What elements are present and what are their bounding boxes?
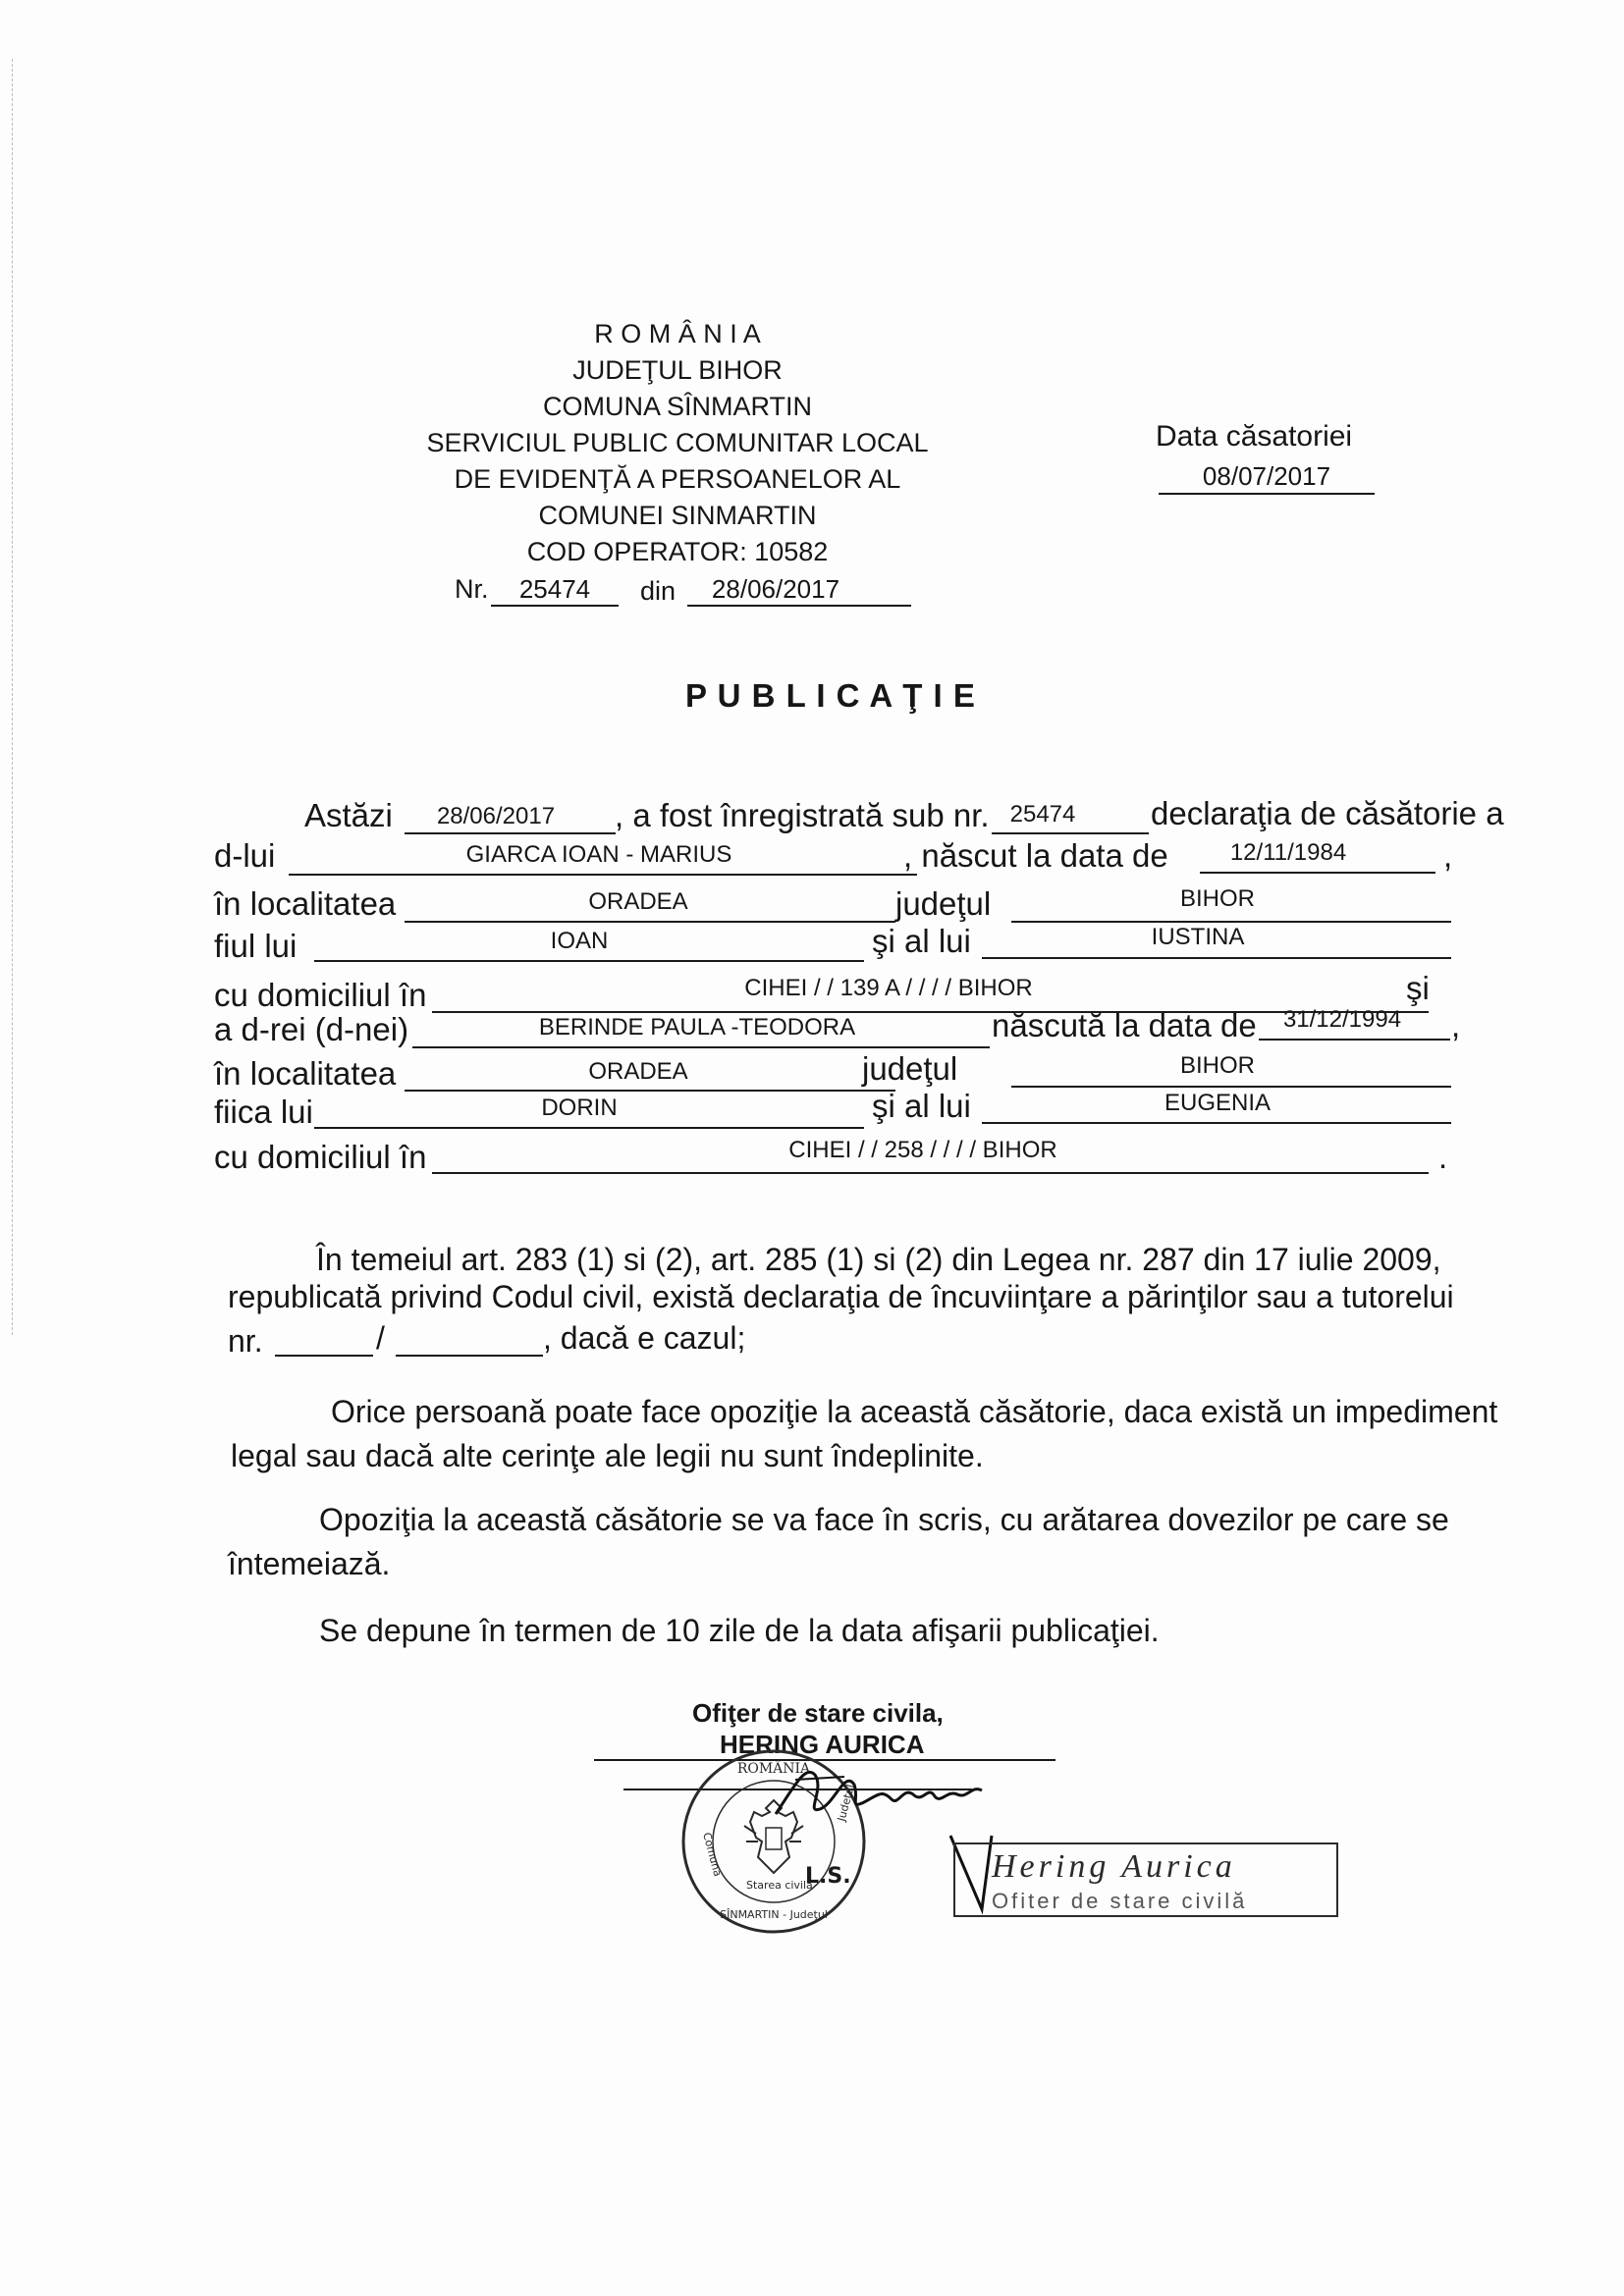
din-label: din: [640, 576, 677, 606]
marriage-date-value: 08/07/2017: [1202, 461, 1331, 491]
box-role: Ofiter de stare civilă: [992, 1889, 1248, 1913]
wife-domicile: CIHEI / / 258 / / / / BIHOR: [788, 1137, 1057, 1163]
header-line-operator: COD OPERATOR: 10582: [526, 537, 829, 566]
wife-mother-underline: [982, 1122, 1451, 1124]
scan-edge: [12, 59, 13, 1335]
husband-locality-underline: [405, 921, 895, 923]
wife-name: BERINDE PAULA -TEODORA: [538, 1014, 856, 1041]
wife-county-label: judeţul: [862, 1050, 958, 1087]
p1-end: , dacă e cazul;: [543, 1320, 746, 1356]
document-title: P U B L I C A Ţ I E: [685, 677, 976, 714]
box-name: Hering Aurica: [992, 1848, 1236, 1885]
header-line-commune2: COMUNEI SINMARTIN: [538, 501, 817, 530]
husband-mother-underline: [982, 957, 1451, 959]
wife-born-underline: [1259, 1039, 1450, 1041]
p3-line2: întemeiază.: [228, 1546, 391, 1581]
p1-line1: În temeiul art. 283 (1) si (2), art. 285 (1) si (2) din Legea nr. 287 din 17 iulie 2009,: [316, 1242, 1441, 1277]
comma: ,: [1443, 837, 1453, 874]
stamp-center-text: Starea civilă: [746, 1879, 813, 1892]
nr-label: Nr.: [455, 574, 489, 604]
header-line-country: R O M Â N I A: [594, 319, 761, 348]
registered-text: , a fost înregistrată sub nr.: [615, 797, 990, 833]
husband-domicile-label: cu domiciliul în: [214, 977, 427, 1013]
and-word: şi: [1406, 970, 1430, 1006]
husband-county: BIHOR: [1179, 885, 1255, 912]
wife-father-underline: [314, 1127, 864, 1129]
p1-nr: nr.: [228, 1323, 263, 1359]
p1-nr-underline: [275, 1355, 373, 1357]
officer-role: Ofiţer de stare civila,: [692, 1698, 944, 1728]
wife-mother-label: şi al lui: [872, 1088, 971, 1124]
wife-county: BIHOR: [1179, 1052, 1255, 1079]
husband-locality: ORADEA: [588, 888, 688, 915]
header-line-service: SERVICIUL PUBLIC COMUNITAR LOCAL: [426, 428, 929, 457]
stamp-ls: L.S.: [805, 1864, 851, 1889]
registered-underline: [992, 832, 1149, 834]
husband-mother: IUSTINA: [1151, 924, 1245, 950]
period: .: [1438, 1139, 1448, 1175]
husband-father-underline: [314, 960, 864, 962]
husband-name: GIARCA IOAN - MARIUS: [465, 841, 732, 868]
header-line-commune: COMUNA SÎNMARTIN: [542, 392, 813, 421]
header-line-evidence: DE EVIDENŢĂ A PERSOANELOR AL: [454, 464, 901, 494]
p1-slash: /: [376, 1320, 385, 1356]
marriage-date-underline: [1159, 493, 1375, 495]
wife-name-underline: [412, 1046, 990, 1048]
marriage-date-label: Data căsatoriei: [1156, 420, 1353, 453]
name-box-stamp: [933, 1826, 1345, 1924]
astazi-label: Astăzi: [304, 797, 393, 833]
husband-born-date: 12/11/1984: [1229, 839, 1347, 866]
astazi-underline: [405, 832, 616, 834]
p2-line1: Orice persoană poate face opoziţie la această căsătorie, daca există un impediment: [331, 1394, 1498, 1429]
din-underline: [687, 605, 911, 607]
wife-domicile-underline: [432, 1172, 1429, 1174]
header-line-county: JUDEŢUL BIHOR: [572, 355, 783, 385]
husband-father: IOAN: [550, 928, 609, 954]
p3-line1: Opoziţia la această căsătorie se va face în scris, cu arătarea dovezilor pe care se: [319, 1502, 1449, 1537]
stamp-text-bottom: SÎNMARTIN - Judeţul: [720, 1908, 828, 1921]
nr-value: 25474: [518, 574, 591, 604]
husband-county-label: judeţul: [895, 885, 992, 922]
wife-county-underline: [1011, 1086, 1451, 1088]
din-value: 28/06/2017: [711, 574, 840, 604]
officer-name: HERING AURICA: [720, 1730, 925, 1759]
husband-father-label: fiul lui: [214, 928, 298, 964]
checkmark-icon: [950, 1836, 992, 1909]
p1-date-underline: [396, 1355, 543, 1357]
p1-line2: republicată privind Codul civil, există declaraţia de încuviinţare a părinţilor sau a tutorelui: [228, 1279, 1454, 1314]
nr-underline: [491, 605, 619, 607]
comma: ,: [1451, 1007, 1461, 1043]
husband-prefix: d-lui: [214, 837, 276, 874]
p4: Se depune în termen de 10 zile de la data afişarii publicaţiei.: [319, 1613, 1160, 1648]
wife-mother: EUGENIA: [1164, 1090, 1272, 1116]
husband-name-underline: [289, 874, 917, 876]
wife-father-label: fiica lui: [214, 1094, 313, 1130]
wife-domicile-label: cu domiciliul în: [214, 1139, 427, 1175]
husband-locality-label: în localitatea: [214, 885, 397, 922]
declaration-text: declaraţia de căsătorie a: [1151, 795, 1504, 831]
registered-nr: 25474: [1009, 801, 1076, 828]
astazi-value: 28/06/2017: [436, 803, 556, 829]
wife-prefix: a d-rei (d-nei): [214, 1011, 409, 1047]
stamp-text-top: ROMÂNIA: [736, 1761, 811, 1777]
stamp-text-left: Comuna: [700, 1831, 725, 1879]
wife-locality: ORADEA: [588, 1058, 688, 1085]
wife-locality-label: în localitatea: [214, 1055, 397, 1092]
husband-mother-label: şi al lui: [872, 923, 971, 959]
husband-county-underline: [1011, 921, 1451, 923]
wife-father: DORIN: [541, 1095, 618, 1121]
stamp-text-right: Judeţul: [835, 1783, 857, 1823]
wife-locality-underline: [405, 1090, 895, 1092]
husband-born-label: , născut la data de: [903, 837, 1168, 874]
wife-born-date: 31/12/1994: [1282, 1006, 1402, 1033]
wife-born-label: născută la data de: [992, 1007, 1257, 1043]
p2-line2: legal sau dacă alte cerinţe ale legii nu sunt îndeplinite.: [231, 1438, 984, 1473]
handwritten-signature: [766, 1745, 1001, 1834]
husband-born-underline: [1200, 872, 1435, 874]
husband-domicile: CIHEI / / 139 A / / / / BIHOR: [744, 975, 1033, 1001]
